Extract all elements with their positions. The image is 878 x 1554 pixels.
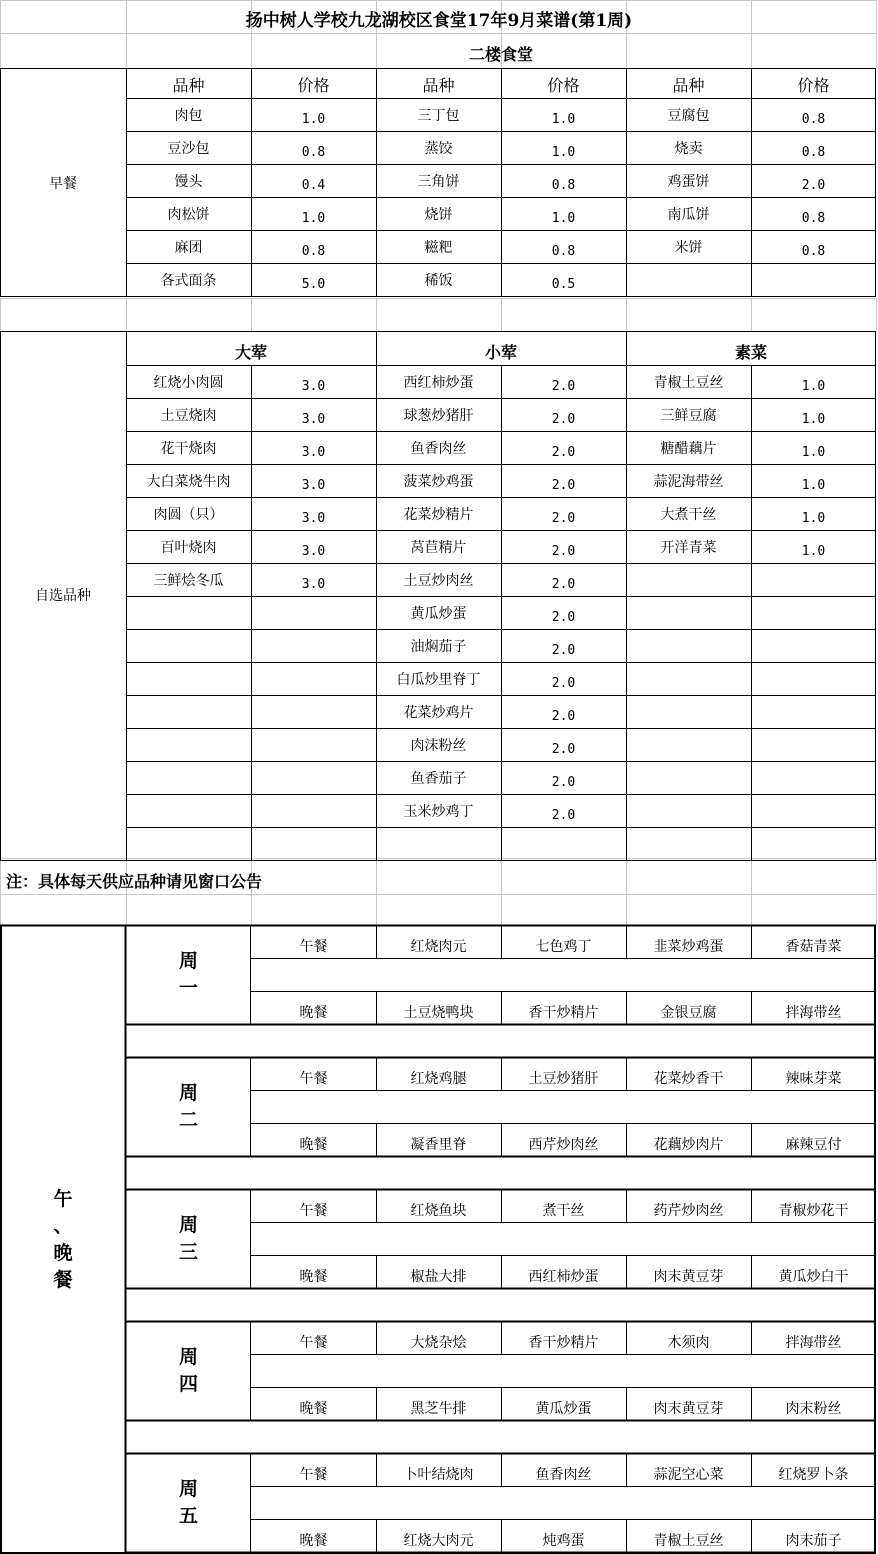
selfselect-price: 2.0 [551, 808, 576, 823]
selfselect-item: 莴苣精片 [410, 539, 467, 556]
breakfast-price: 0.8 [801, 211, 826, 226]
weekday-label-char: 周 [178, 1345, 198, 1368]
breakfast-price: 0.8 [801, 145, 826, 160]
selfselect-price [251, 629, 376, 662]
weekday-label-char: 周 [178, 1081, 198, 1104]
breakfast-item: 稀饭 [424, 272, 453, 289]
selfselect-item [126, 629, 251, 662]
selfselect-price [751, 596, 876, 629]
lunch-dish: 花菜炒香干 [653, 1071, 724, 1087]
selfselect-price: 2.0 [551, 610, 576, 625]
lunch-dish: 红烧肉元 [410, 939, 467, 955]
dinner-dish: 黄瓜炒蛋 [535, 1401, 592, 1417]
lunch-label: 午餐 [299, 1071, 328, 1087]
dinner-dish: 红烧大肉元 [403, 1533, 474, 1549]
selfselect-price: 2.0 [551, 676, 576, 691]
breakfast-item: 豆腐包 [667, 107, 710, 124]
dinner-dish: 肉末粉丝 [785, 1401, 842, 1417]
selfselect-item: 球葱炒猪肝 [403, 407, 474, 424]
dinner-dish: 西芹炒肉丝 [528, 1137, 599, 1153]
selfselect-price [751, 728, 876, 761]
selfselect-price [251, 761, 376, 794]
note-text: 注：具体每天供应品种请见窗口公告 [6, 871, 263, 891]
lunch-dinner-label-char: 午 [53, 1187, 73, 1210]
selfselect-price: 2.0 [551, 742, 576, 757]
breakfast-price: 0.8 [301, 145, 326, 160]
selfselect-price: 1.0 [801, 445, 826, 460]
breakfast-item: 豆沙包 [167, 140, 210, 157]
weekday-label-char: 三 [178, 1240, 198, 1263]
selfselect-item [626, 728, 751, 761]
selfselect-price: 2.0 [551, 511, 576, 526]
selfselect-item [376, 827, 501, 860]
lunch-dish: 木须肉 [667, 1335, 710, 1351]
dinner-dish: 花藕炒肉片 [653, 1137, 724, 1153]
lunch-dish: 红烧鸡腿 [410, 1071, 467, 1087]
lunch-dish: 煮干丝 [542, 1203, 585, 1219]
dinner-label: 晚餐 [299, 1269, 328, 1285]
weekday-label-char: 五 [178, 1504, 198, 1527]
selfselect-item: 开洋青菜 [660, 539, 717, 556]
selfselect-item: 黄瓜炒蛋 [410, 605, 467, 622]
selfselect-price [251, 728, 376, 761]
selfselect-item [626, 662, 751, 695]
selfselect-price: 3.0 [301, 379, 326, 394]
selfselect-price: 1.0 [801, 544, 826, 559]
breakfast-item: 糍粑 [424, 239, 453, 256]
selfselect-price: 3.0 [301, 544, 326, 559]
selfselect-price [751, 827, 876, 860]
selfselect-item: 三鲜烩冬瓜 [153, 572, 224, 589]
selfselect-item: 鱼香茄子 [410, 770, 467, 787]
lunch-dinner-label-char: 、 [53, 1214, 73, 1237]
breakfast-price: 0.8 [551, 244, 576, 259]
selfselect-item: 三鲜豆腐 [660, 407, 717, 424]
breakfast-price: 2.0 [801, 178, 826, 193]
breakfast-item: 烧卖 [674, 140, 703, 157]
weekday-label-char: 一 [178, 976, 198, 999]
selfselect-item [126, 695, 251, 728]
breakfast-header: 品种 [422, 76, 455, 95]
weekday-label [126, 1189, 251, 1288]
selfselect-item: 油焖茄子 [410, 638, 467, 655]
lunch-dinner-label [0, 925, 126, 1554]
breakfast-price: 1.0 [301, 211, 326, 226]
selfselect-price [251, 596, 376, 629]
selfselect-price: 3.0 [301, 511, 326, 526]
breakfast-header: 品种 [672, 76, 705, 95]
selfselect-price [251, 662, 376, 695]
dinner-label: 晚餐 [299, 1137, 328, 1153]
breakfast-price: 1.0 [301, 112, 326, 127]
dinner-dish: 西红柿炒蛋 [528, 1269, 599, 1285]
selfselect-item [626, 596, 751, 629]
selfselect-price: 2.0 [551, 544, 576, 559]
breakfast-item: 米饼 [674, 239, 703, 256]
breakfast-header: 价格 [547, 76, 580, 95]
selfselect-header: 素菜 [734, 343, 767, 362]
selfselect-price [751, 563, 876, 596]
weekday-label [126, 1321, 251, 1420]
selfselect-item: 青椒土豆丝 [653, 374, 724, 391]
lunch-dish: 鱼香肉丝 [535, 1467, 592, 1483]
selfselect-item: 大煮干丝 [660, 506, 717, 523]
selfselect-price: 3.0 [301, 412, 326, 427]
weekday-label [126, 1057, 251, 1156]
dinner-dish: 肉末黄豆芽 [653, 1269, 724, 1285]
selfselect-item [126, 794, 251, 827]
selfselect-item: 大白菜烧牛肉 [146, 473, 231, 490]
selfselect-price: 1.0 [801, 511, 826, 526]
selfselect-item: 糖醋藕片 [660, 440, 717, 457]
dinner-dish: 黑芝牛排 [410, 1401, 467, 1417]
weekday-label-char: 周 [178, 949, 198, 972]
selfselect-item [126, 596, 251, 629]
breakfast-price: 1.0 [551, 112, 576, 127]
lunch-label: 午餐 [299, 1203, 328, 1219]
dinner-dish: 黄瓜炒白干 [778, 1269, 849, 1285]
selfselect-price [251, 794, 376, 827]
lunch-dish: 香干炒精片 [528, 1335, 599, 1351]
selfselect-item [626, 695, 751, 728]
dinner-dish: 金银豆腐 [660, 1005, 717, 1021]
breakfast-item: 肉松饼 [167, 206, 210, 223]
breakfast-item: 烧饼 [424, 206, 453, 223]
breakfast-price: 0.8 [801, 244, 826, 259]
selfselect-item: 菠菜炒鸡蛋 [403, 473, 474, 490]
selfselect-price [251, 695, 376, 728]
breakfast-price: 1.0 [551, 211, 576, 226]
breakfast-price: 0.8 [551, 178, 576, 193]
selfselect-price: 2.0 [551, 577, 576, 592]
selfselect-price: 2.0 [551, 775, 576, 790]
breakfast-price [751, 263, 876, 296]
dinner-dish: 椒盐大排 [410, 1269, 467, 1285]
dinner-dish: 肉末茄子 [785, 1533, 842, 1549]
dinner-dish: 凝香里脊 [410, 1137, 467, 1153]
breakfast-price: 0.8 [801, 112, 826, 127]
selfselect-label: 自选品种 [35, 587, 91, 604]
breakfast-item: 蒸饺 [424, 140, 453, 157]
breakfast-item: 鸡蛋饼 [667, 173, 710, 190]
selfselect-price: 3.0 [301, 478, 326, 493]
selfselect-price [751, 695, 876, 728]
selfselect-price: 2.0 [551, 709, 576, 724]
breakfast-item: 三丁包 [417, 107, 460, 124]
page-title: 扬中树人学校九龙湖校区食堂17年9月菜谱(第1周) [245, 10, 633, 31]
selfselect-item [126, 662, 251, 695]
weekday-label [126, 1453, 251, 1552]
selfselect-item [626, 629, 751, 662]
breakfast-item: 南瓜饼 [667, 206, 710, 223]
dinner-dish: 肉末黄豆芽 [653, 1401, 724, 1417]
selfselect-price: 2.0 [551, 412, 576, 427]
dinner-dish: 拌海带丝 [785, 1005, 842, 1021]
selfselect-price [251, 827, 376, 860]
selfselect-item: 土豆炒肉丝 [403, 572, 474, 589]
breakfast-price: 0.8 [301, 244, 326, 259]
breakfast-price: 0.5 [551, 277, 576, 292]
breakfast-label: 早餐 [49, 176, 77, 192]
breakfast-header: 品种 [172, 76, 205, 95]
lunch-dish: 拌海带丝 [785, 1335, 842, 1351]
dinner-dish: 麻辣豆付 [785, 1137, 842, 1153]
breakfast-header: 价格 [297, 76, 330, 95]
weekday-label [126, 925, 251, 1024]
lunch-dish: 辣味芽菜 [785, 1071, 842, 1087]
selfselect-price: 3.0 [301, 445, 326, 460]
selfselect-price: 1.0 [801, 478, 826, 493]
selfselect-item [626, 827, 751, 860]
dinner-dish: 香干炒精片 [528, 1005, 599, 1021]
breakfast-price: 1.0 [551, 145, 576, 160]
weekday-label-char: 周 [178, 1477, 198, 1500]
selfselect-item: 花菜炒鸡片 [403, 704, 474, 721]
selfselect-item: 土豆烧肉 [160, 407, 217, 424]
selfselect-item: 肉圆（只） [153, 506, 224, 523]
selfselect-item: 肉沫粉丝 [410, 737, 467, 754]
selfselect-price: 2.0 [551, 445, 576, 460]
floor-title: 二楼食堂 [468, 44, 533, 64]
lunch-dish: 土豆炒猪肝 [528, 1071, 599, 1087]
selfselect-item [126, 728, 251, 761]
lunch-dinner-label-char: 餐 [53, 1268, 73, 1291]
selfselect-header: 小荤 [484, 343, 517, 362]
breakfast-item [626, 263, 751, 296]
breakfast-price: 5.0 [301, 277, 326, 292]
selfselect-item: 蒜泥海带丝 [653, 473, 724, 490]
breakfast-item: 各式面条 [160, 272, 217, 289]
lunch-dinner-label-char: 晚 [53, 1241, 73, 1264]
selfselect-item: 玉米炒鸡丁 [403, 803, 474, 820]
selfselect-item: 西红柿炒蛋 [403, 374, 474, 391]
weekday-label-char: 周 [178, 1213, 198, 1236]
lunch-dish: 红烧鱼块 [410, 1203, 467, 1219]
lunch-dish: 七色鸡丁 [535, 939, 592, 955]
selfselect-price: 2.0 [551, 643, 576, 658]
dinner-dish: 土豆烧鸭块 [403, 1005, 474, 1021]
lunch-dish: 红烧罗卜条 [778, 1467, 849, 1483]
lunch-dish: 青椒炒花干 [778, 1203, 849, 1219]
selfselect-price: 1.0 [801, 379, 826, 394]
dinner-label: 晚餐 [299, 1005, 328, 1021]
lunch-label: 午餐 [299, 939, 328, 955]
breakfast-item: 馒头 [174, 173, 203, 190]
dinner-label: 晚餐 [299, 1401, 328, 1417]
breakfast-header: 价格 [797, 76, 830, 95]
selfselect-item [626, 794, 751, 827]
selfselect-price [751, 761, 876, 794]
breakfast-item: 麻团 [174, 239, 203, 256]
selfselect-price: 2.0 [551, 478, 576, 493]
selfselect-price: 2.0 [551, 379, 576, 394]
selfselect-price [751, 794, 876, 827]
selfselect-item: 白瓜炒里脊丁 [396, 671, 481, 688]
lunch-dish: 药芹炒肉丝 [653, 1203, 724, 1219]
dinner-dish: 青椒土豆丝 [653, 1533, 724, 1549]
dinner-label: 晚餐 [299, 1533, 328, 1549]
selfselect-header: 大荤 [234, 343, 267, 362]
selfselect-item [126, 827, 251, 860]
selfselect-price [501, 827, 626, 860]
selfselect-price [751, 662, 876, 695]
breakfast-item: 肉包 [174, 107, 203, 124]
weekday-label-char: 二 [178, 1108, 198, 1131]
selfselect-item: 红烧小肉圆 [153, 374, 224, 391]
lunch-dish: 蒜泥空心菜 [653, 1467, 724, 1483]
lunch-label: 午餐 [299, 1335, 328, 1351]
lunch-label: 午餐 [299, 1467, 328, 1483]
selfselect-item [626, 761, 751, 794]
weekday-label-char: 四 [178, 1372, 198, 1395]
selfselect-item: 花干烧肉 [160, 440, 217, 457]
selfselect-price [751, 629, 876, 662]
lunch-dish: 卜叶结烧肉 [403, 1467, 474, 1483]
selfselect-item: 花菜炒精片 [403, 506, 474, 523]
selfselect-price: 1.0 [801, 412, 826, 427]
selfselect-item: 百叶烧肉 [160, 539, 217, 556]
breakfast-price: 0.4 [301, 178, 326, 193]
dinner-dish: 炖鸡蛋 [542, 1533, 585, 1549]
breakfast-item: 三角饼 [417, 173, 460, 190]
selfselect-item: 鱼香肉丝 [410, 440, 467, 457]
selfselect-price: 3.0 [301, 577, 326, 592]
selfselect-item [626, 563, 751, 596]
lunch-dish: 大烧杂烩 [410, 1335, 467, 1351]
lunch-dish: 韭菜炒鸡蛋 [653, 939, 724, 955]
selfselect-item [126, 761, 251, 794]
lunch-dish: 香菇青菜 [785, 939, 842, 955]
